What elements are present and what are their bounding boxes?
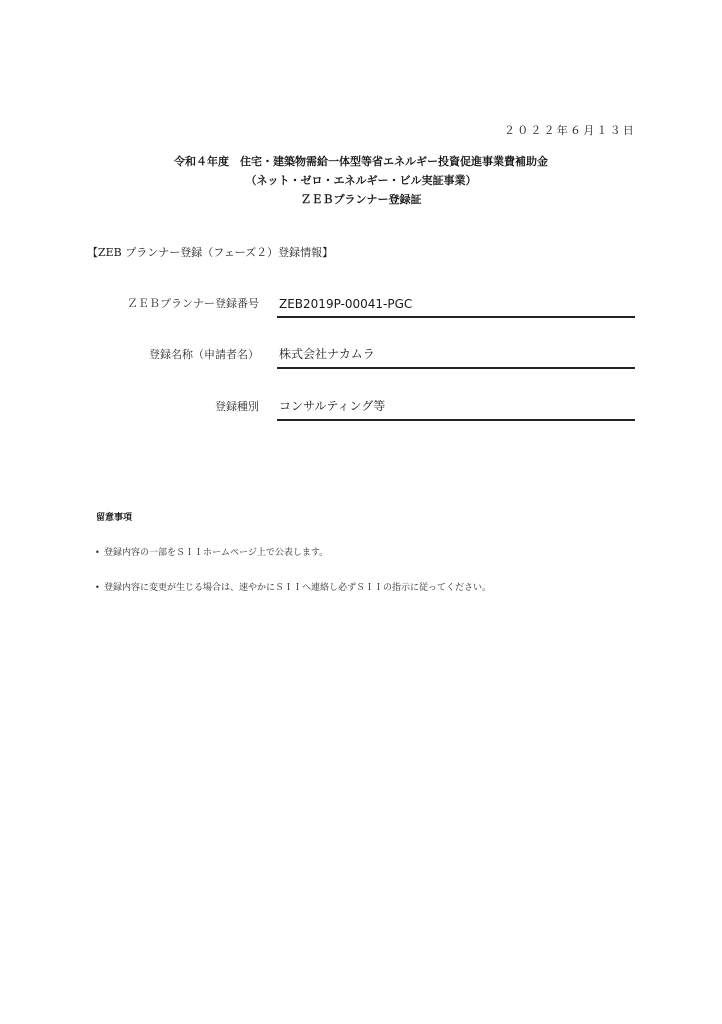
field-registration-number bbox=[0, 288, 722, 318]
registration-info-header: 【ZEB プランナー登録（フェーズ２）登録情報】 bbox=[87, 246, 334, 259]
registration-type-value-line bbox=[277, 395, 635, 421]
field-registration-type bbox=[0, 391, 722, 421]
registration-number-value: ZEB2019P-00041-PGC bbox=[279, 297, 413, 311]
bullet-icon: • bbox=[95, 548, 100, 557]
title-block bbox=[0, 152, 722, 209]
registration-type-value: コンサルティング等 bbox=[279, 399, 386, 413]
note-item bbox=[95, 545, 328, 558]
note-item bbox=[95, 580, 491, 593]
note-text: 登録内容に変更が生じる場合は、速やかにＳＩＩへ連絡し必ずＳＩＩの指示に従ってください。 bbox=[104, 583, 492, 593]
registrant-name-label: 登録名称（申請者名） bbox=[149, 348, 259, 361]
program-subtitle: （ネット・ゼロ・エネルギー・ビル実証事業） bbox=[245, 174, 477, 187]
registrant-name-value-line bbox=[277, 343, 635, 369]
issue-date: ２０２２年６月１３日 bbox=[504, 124, 636, 137]
notes-heading: 留意事項 bbox=[96, 513, 133, 523]
program-title: 令和４年度 住宅・建築物需給一体型等省エネルギー投資促進事業費補助金 bbox=[174, 155, 548, 168]
bullet-icon: • bbox=[95, 583, 100, 592]
registration-number-value-line bbox=[277, 292, 635, 318]
certificate-title: ＺＥＢプランナー登録証 bbox=[300, 193, 422, 206]
note-text: 登録内容の一部をＳＩＩホームページ上で公表します。 bbox=[104, 548, 329, 558]
registration-number-label: ＺＥＢプランナー登録番号 bbox=[127, 297, 259, 310]
registrant-name-value: 株式会社ナカムラ bbox=[279, 347, 375, 361]
field-registrant-name bbox=[0, 339, 722, 369]
registration-type-label: 登録種別 bbox=[215, 400, 259, 413]
